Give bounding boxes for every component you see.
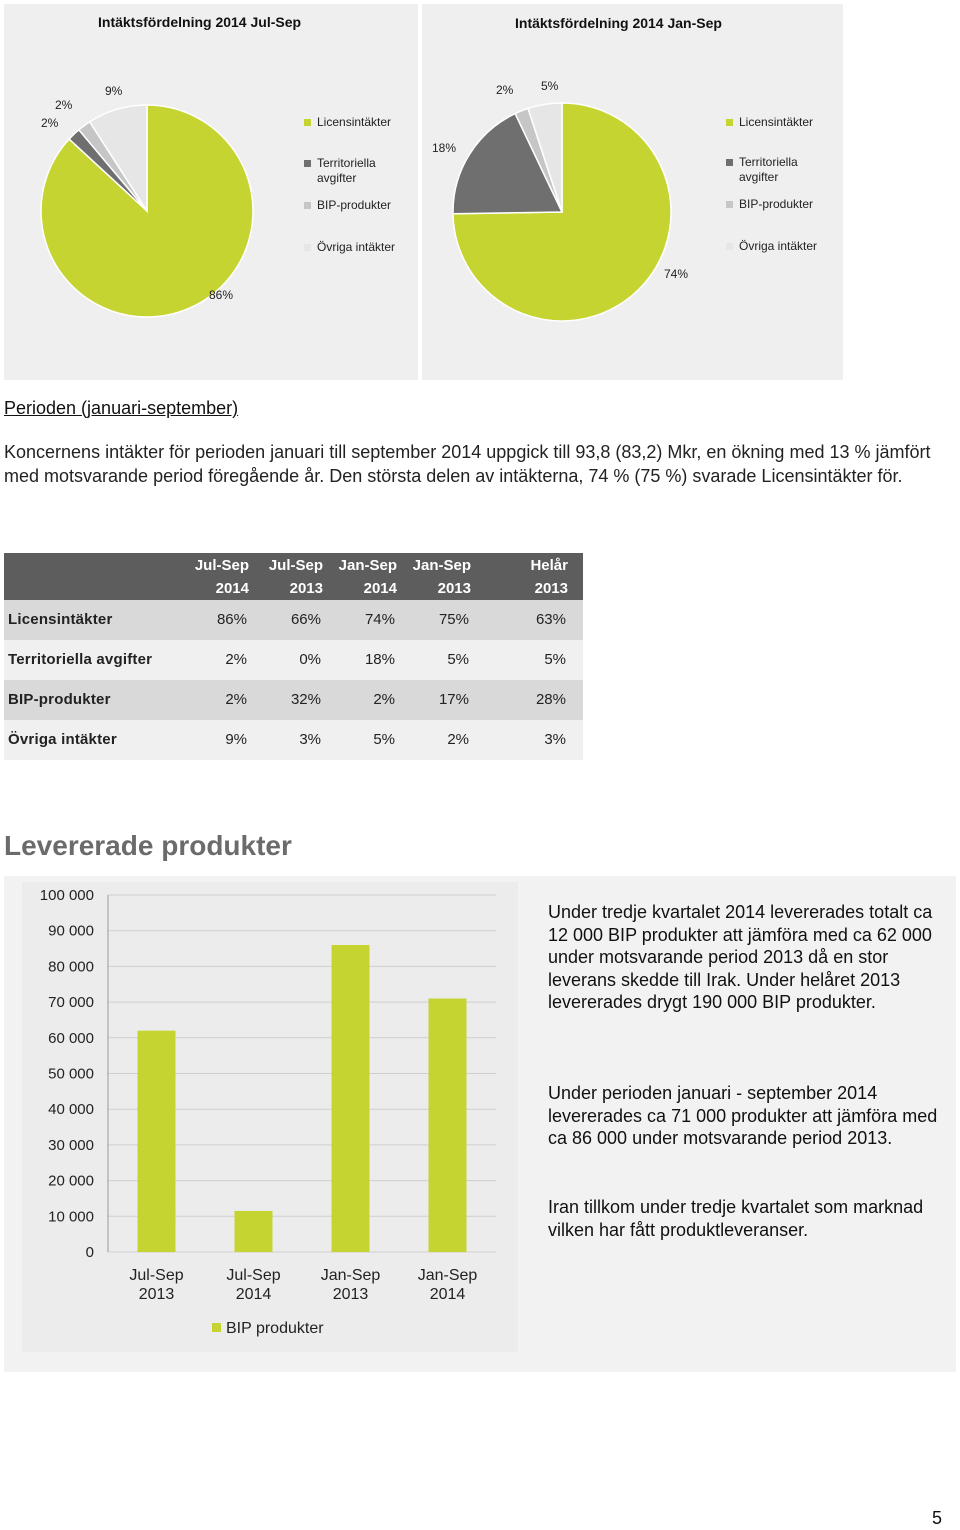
legend-swatch xyxy=(726,159,733,166)
pie-panel-jan-sep xyxy=(422,4,843,380)
header-line-2: 2013 xyxy=(437,580,471,597)
x-tick-label: Jul-Sep xyxy=(226,1267,281,1284)
pie-panel-jul-sep xyxy=(4,4,418,380)
x-tick-label: 2013 xyxy=(138,1286,175,1303)
pie-data-label: 2% xyxy=(496,83,514,97)
header-line-2: 2013 xyxy=(289,580,323,597)
legend-swatch xyxy=(304,160,311,167)
header-line-2: 2014 xyxy=(363,580,397,597)
table-cell: 86% xyxy=(216,611,247,628)
table-cell: 5% xyxy=(373,731,395,748)
legend-swatch xyxy=(304,119,311,126)
row-label: BIP-produkter xyxy=(8,691,111,708)
legend-item-ovriga xyxy=(304,240,395,255)
pie-data-label: 86% xyxy=(209,288,234,302)
y-tick-label: 40 000 xyxy=(48,1101,94,1119)
period-paragraph: Koncernens intäkter för perioden januari till september 2014 uppgick till 93,8 (83,2) Mkr, en ökning med 13 % jämfört med motsvarande period föregående år. Den största delen av intäkterna, 74 % (75 %) svarade Licensintäkter för. xyxy=(4,442,931,486)
y-tick-label: 0 xyxy=(85,1244,94,1261)
legend-swatch xyxy=(304,244,311,251)
table-cell: 5% xyxy=(544,651,566,668)
legend-label: Licensintäkter xyxy=(739,115,814,129)
bar xyxy=(332,945,370,1252)
row-label: Licensintäkter xyxy=(8,611,113,628)
legend-label: BIP produkter xyxy=(226,1320,324,1337)
table-row xyxy=(4,720,583,760)
table-cell: 75% xyxy=(438,611,469,628)
table-cell: 32% xyxy=(290,691,321,708)
table-cell: 5% xyxy=(447,651,469,668)
x-tick-label: Jan-Sep xyxy=(417,1267,478,1284)
legend-label: Övriga intäkter xyxy=(739,239,818,253)
x-tick-label: 2013 xyxy=(332,1286,369,1303)
side-paragraph: Iran tillkom under tredje kvartalet som marknad vilken har fått produktleveranser. xyxy=(548,1197,924,1240)
row-label: Övriga intäkter xyxy=(8,731,117,748)
y-tick-label: 20 000 xyxy=(48,1172,94,1190)
table-row xyxy=(4,600,583,640)
legend-item-bip xyxy=(726,197,813,212)
legend-swatch xyxy=(726,201,733,208)
legend-item-territoriella xyxy=(304,156,394,186)
pie-data-label: 2% xyxy=(41,116,59,130)
table-header-cell xyxy=(317,554,397,600)
legend-swatch xyxy=(726,243,733,250)
legend-item-ovriga xyxy=(726,239,817,254)
side-paragraph: Under perioden januari - september 2014 levererades ca 71 000 produkter att jämföra med ca 86 000 under motsvarande period 2013. xyxy=(548,1083,938,1148)
table-cell: 0% xyxy=(299,651,321,668)
legend-label: Licensintäkter xyxy=(317,115,392,129)
x-tick-label: Jul-Sep xyxy=(129,1267,184,1284)
legend-label: Territoriella avgifter xyxy=(739,155,798,184)
legend-label: Övriga intäkter xyxy=(317,240,396,254)
legend-item-territoriella xyxy=(726,155,816,185)
y-tick-label: 10 000 xyxy=(48,1208,94,1226)
legend-swatch xyxy=(304,202,311,209)
legend-item-bip xyxy=(304,198,391,213)
row-label: Territoriella avgifter xyxy=(8,651,153,668)
x-tick-label: 2014 xyxy=(235,1286,272,1303)
table-cell: 2% xyxy=(373,691,395,708)
legend-swatch xyxy=(212,1323,221,1332)
table-header-cell xyxy=(243,554,323,600)
table-cell: 9% xyxy=(225,731,247,748)
y-tick-label: 70 000 xyxy=(48,994,94,1012)
header-line-1: Jan-Sep xyxy=(338,557,397,574)
table-row xyxy=(4,680,583,720)
header-line-1: Jul-Sep xyxy=(268,557,323,574)
pie-chart-jan-sep xyxy=(422,4,843,380)
table-cell: 2% xyxy=(225,691,247,708)
pie-data-label: 74% xyxy=(664,267,689,281)
header-line-1: Helår xyxy=(530,557,568,574)
y-tick-label: 60 000 xyxy=(48,1029,94,1047)
table-row xyxy=(4,640,583,680)
legend-item-licens xyxy=(726,115,813,130)
legend-label: Territoriella avgifter xyxy=(317,156,376,185)
pie-data-label: 2% xyxy=(55,98,73,112)
header-line-1: Jul-Sep xyxy=(194,557,249,574)
table-cell: 18% xyxy=(364,651,395,668)
section-heading: Levererade produkter xyxy=(4,830,292,861)
side-paragraph: Under tredje kvartalet 2014 levererades totalt ca 12 000 BIP produkter att jämföra med ca 62 000 under motsvarande period 2013 då en stor leverans skedde till Irak. Under helåret 2013 levererades drygt 190 000 BIP produkter. xyxy=(548,902,933,1012)
bar xyxy=(138,1031,176,1252)
pie-data-label: 5% xyxy=(541,79,559,93)
table-cell: 63% xyxy=(535,611,566,628)
bar-chart-area xyxy=(22,882,518,1352)
y-tick-label: 90 000 xyxy=(48,922,94,940)
page-number: 5 xyxy=(931,1508,942,1528)
table-cell: 17% xyxy=(438,691,469,708)
table-cell: 2% xyxy=(447,731,469,748)
header-line-2: 2014 xyxy=(215,580,249,597)
pie-title: Intäktsfördelning 2014 Jan-Sep xyxy=(515,15,722,31)
table-header xyxy=(4,553,583,600)
header-line-2: 2013 xyxy=(534,580,568,597)
table-cell: 74% xyxy=(364,611,395,628)
legend-label: BIP-produkter xyxy=(739,197,814,211)
legend-item-licens xyxy=(304,115,391,130)
table-cell: 2% xyxy=(225,651,247,668)
y-tick-label: 100 000 xyxy=(39,887,94,904)
pie-data-label: 9% xyxy=(105,84,123,98)
y-tick-label: 50 000 xyxy=(48,1065,94,1083)
table-header-cell xyxy=(169,554,249,600)
table-header-cell xyxy=(391,554,471,600)
y-tick-label: 30 000 xyxy=(48,1136,94,1154)
table-cell: 28% xyxy=(535,691,566,708)
table-header-cell xyxy=(488,554,568,600)
bar-chart xyxy=(22,882,518,1352)
header-line-1: Jan-Sep xyxy=(412,557,471,574)
legend-label: BIP-produkter xyxy=(317,198,392,212)
table-cell: 3% xyxy=(299,731,321,748)
pie-chart-jul-sep xyxy=(4,4,418,380)
pie-title: Intäktsfördelning 2014 Jul-Sep xyxy=(98,14,302,30)
revenue-table xyxy=(4,553,583,760)
x-tick-label: Jan-Sep xyxy=(320,1267,381,1284)
bar xyxy=(235,1211,273,1252)
table-cell: 66% xyxy=(290,611,321,628)
table-cell: 3% xyxy=(544,731,566,748)
legend-swatch xyxy=(726,119,733,126)
period-heading: Perioden (januari-september) xyxy=(4,398,239,418)
bar xyxy=(429,999,467,1252)
x-tick-label: 2014 xyxy=(429,1286,466,1303)
pie-data-label: 18% xyxy=(432,141,457,155)
y-tick-label: 80 000 xyxy=(48,958,94,976)
